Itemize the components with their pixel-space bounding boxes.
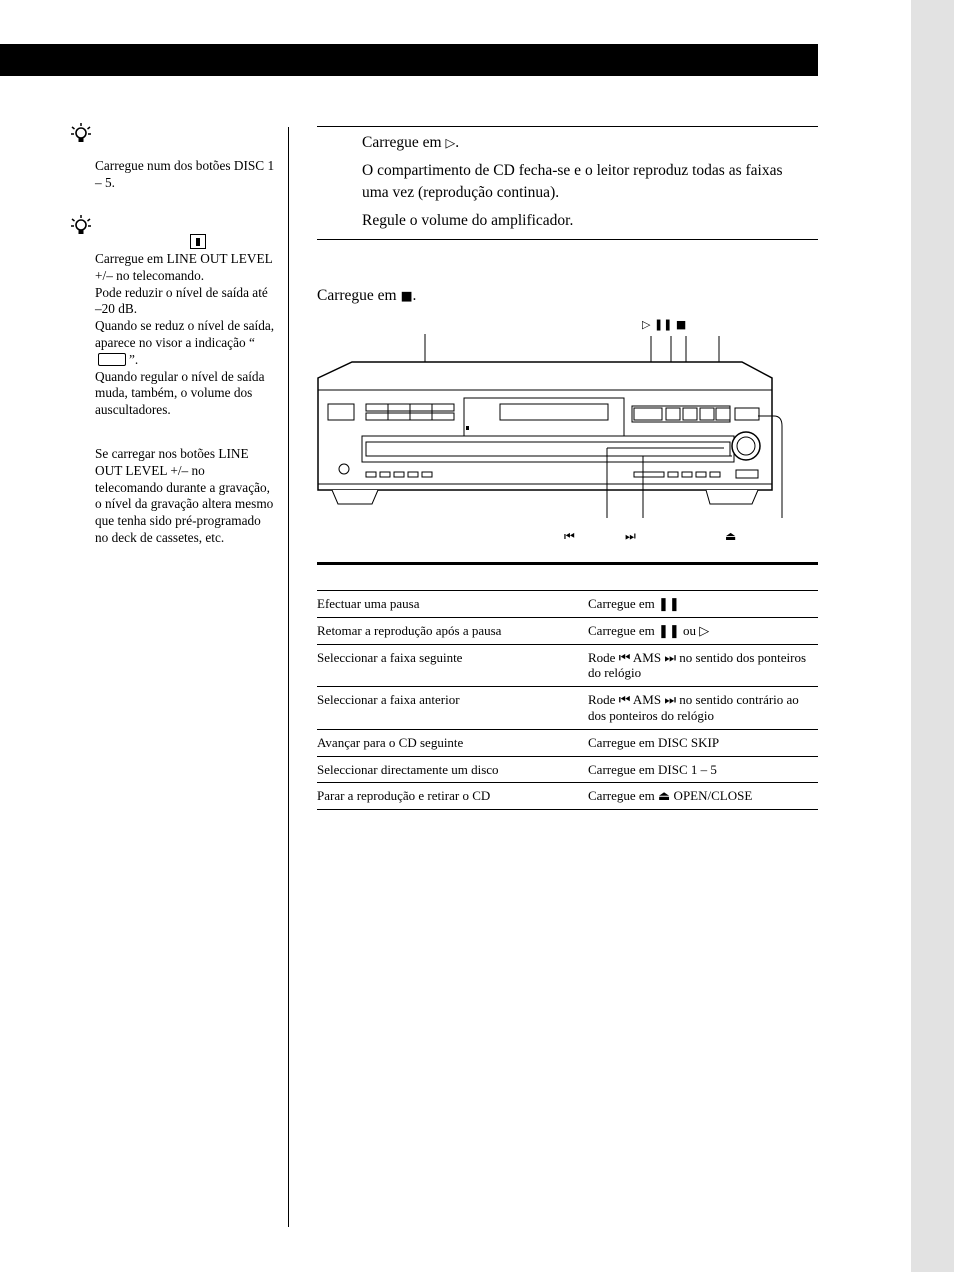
- how-cell: Carregue em DISC 1 – 5: [588, 756, 818, 783]
- tip-2-line-4: Quando regular o nível de saída muda, também, o volume dos auscultadores.: [95, 368, 265, 418]
- tip-2-line-3: [95, 318, 275, 368]
- tip-2-line-3b: ”.: [129, 351, 139, 367]
- tip-2-line-3a: Quando se reduz o nível de saída, aparece no visor a indicação “: [95, 318, 275, 350]
- step-1-text: Carregue em: [362, 134, 442, 151]
- action-cell: Seleccionar a faixa seguinte: [317, 644, 588, 687]
- tip-1-body: Carregue num dos botões DISC 1 – 5.: [95, 158, 275, 190]
- steps-top-rule: [317, 126, 818, 127]
- side-margin-band: [911, 0, 954, 1272]
- table-row: [317, 644, 818, 687]
- steps-bottom-rule: [317, 239, 818, 240]
- action-cell: Parar a reprodução e retirar o CD: [317, 783, 588, 810]
- play-icon: ▷: [445, 135, 456, 150]
- table-row: [317, 687, 818, 730]
- column-divider: [288, 127, 289, 1227]
- display-indicator-box: [98, 353, 126, 366]
- cd-player-illustration: [312, 312, 792, 548]
- how-cell: Rode ⏮ AMS ⏭ no sentido contrário ao dos ponteiros do relógio: [588, 687, 818, 730]
- table-row: [317, 783, 818, 810]
- section-rule: [317, 562, 818, 565]
- table-row: [317, 756, 818, 783]
- note-text: [95, 446, 275, 547]
- action-cell: Efectuar uma pausa: [317, 591, 588, 618]
- stop-end: .: [412, 287, 417, 304]
- play-pause-stop-label: ▷ ❚❚ ■: [642, 318, 687, 331]
- action-cell: Seleccionar directamente um disco: [317, 756, 588, 783]
- action-cell: Avançar para o CD seguinte: [317, 729, 588, 756]
- prev-track-icon: ⏮: [564, 529, 575, 543]
- header-bar: [0, 44, 818, 76]
- how-cell: Carregue em ❚❚: [588, 591, 818, 618]
- table-row: [317, 729, 818, 756]
- note-body: Se carregar nos botões LINE OUT LEVEL +/– no telecomando durante a gravação, o nível da gravação altera mesmo que tenha sido pré-programado no deck de cassetes, etc.: [95, 446, 274, 545]
- next-track-icon: ⏭: [625, 529, 636, 543]
- tip-2-text: [95, 251, 275, 419]
- lightbulb-icon: [70, 214, 92, 240]
- tip-2-line-2: Pode reduzir o nível de saída até –20 dB.: [95, 284, 268, 317]
- table-row: [317, 591, 818, 618]
- how-cell: Carregue em ⏏ OPEN/CLOSE: [588, 783, 818, 810]
- remote-control-icon: [190, 234, 206, 252]
- remote-icon: [190, 234, 206, 249]
- stop-text: Carregue em: [317, 287, 397, 304]
- how-cell: Carregue em ❚❚ ou ▷: [588, 617, 818, 644]
- step-2-text: Regule o volume do amplificador.: [362, 212, 574, 229]
- how-cell: Rode ⏮ AMS ⏭ no sentido dos ponteiros do relógio: [588, 644, 818, 687]
- tip-2-line-1: Carregue em LINE OUT LEVEL +/– no telecomando.: [95, 251, 273, 283]
- operations-table: [317, 590, 818, 810]
- tip-1-text: [95, 158, 275, 192]
- action-cell: Retomar a reprodução após a pausa: [317, 617, 588, 644]
- action-cell: Seleccionar a faixa anterior: [317, 687, 588, 730]
- step-1-detail: O compartimento de CD fecha-se e o leitor reproduz todas as faixas uma vez (reprodução continua).: [362, 162, 783, 201]
- stop-icon: ■: [400, 288, 413, 303]
- how-cell: Carregue em DISC SKIP: [588, 729, 818, 756]
- stop-instruction: [317, 287, 416, 305]
- step-1: [362, 132, 802, 232]
- table-row: [317, 617, 818, 644]
- lightbulb-icon: [70, 122, 92, 148]
- step-1-end: .: [455, 134, 460, 151]
- eject-icon: ⏏: [725, 529, 737, 543]
